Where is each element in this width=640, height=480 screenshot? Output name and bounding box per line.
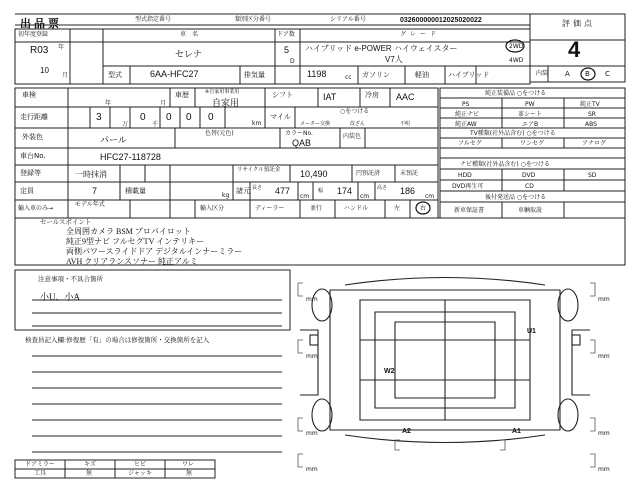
load-unit: kg <box>222 192 230 199</box>
mileage-digit: 0 <box>208 112 214 123</box>
nav-item: DVD再生可 <box>452 183 484 190</box>
model: 6AA-HFC27 <box>150 69 199 79</box>
footer-header: ドアミラー <box>25 461 55 468</box>
first-reg-label: 初年度登録 <box>18 31 49 38</box>
dims-label: 諸元 <box>236 187 250 195</box>
equip-title: 純正装備品 ○をつける <box>485 90 547 97</box>
inspection-label: 車検 <box>22 91 36 99</box>
car-name-label: 車名 <box>180 31 205 38</box>
mm-label: mm <box>598 296 610 303</box>
mm-label: mm <box>306 466 318 473</box>
model-label: 型式 <box>108 71 122 79</box>
meter-exchange: メーター交換 <box>300 121 331 127</box>
sales-line: 全周囲カメラ BSM プロパイロット <box>66 227 191 236</box>
recycle-pending: 未預託 <box>400 170 419 177</box>
door-label: ドア数 <box>277 31 295 38</box>
handle-label: ハンドル <box>344 205 369 212</box>
sheet-title: 出品票 <box>20 18 62 30</box>
load-label: 積載量 <box>125 187 146 195</box>
mileage-digit: 0 <box>166 112 172 123</box>
auth-cert-label: 型式指定番号 <box>135 16 172 23</box>
model-year-label: モデル年式 <box>75 201 105 208</box>
seats-label: 定員 <box>20 187 34 195</box>
mileage-digit: 3 <box>96 112 102 123</box>
width: 174 <box>337 186 353 196</box>
rating-label: 評価点 <box>562 19 595 28</box>
length-unit: cm <box>300 193 310 200</box>
car-name: セレナ <box>175 49 203 59</box>
inspector-title: 検査員記入欄:修復歴「有」の場合は修復箇所・交換箇所を記入 <box>25 336 210 344</box>
mm-label: mm <box>306 430 318 437</box>
first-reg-month: 10 <box>40 66 49 75</box>
sales-line: 両側パワースライドドア デジタルインナーミラー <box>66 247 243 256</box>
footer-value: 無 <box>186 470 193 477</box>
nav-item: SD <box>588 172 597 179</box>
equip-item: PW <box>525 101 535 108</box>
serial-number: 032600000012025020022 <box>400 17 482 24</box>
post-item: 新車保証書 <box>454 207 485 214</box>
equip-item: 純正AW <box>455 121 477 128</box>
handle-right: 右 <box>420 205 427 212</box>
color-no-label: カラーNo. <box>285 130 313 137</box>
mm-label: mm <box>306 296 318 303</box>
footer-header: ワレ <box>182 461 195 468</box>
post-item: 車輌取説 <box>518 207 543 214</box>
import-label: 輸入車のみ→ <box>18 205 54 212</box>
displacement: 1198 <box>307 69 327 79</box>
equip-item: エアB <box>522 121 539 128</box>
mileage-sen: 千 <box>152 121 159 128</box>
tv-item: ワンセグ <box>520 140 545 147</box>
height-unit: cm <box>425 193 435 200</box>
damage-mark-a1: A1 <box>512 428 521 435</box>
height-label: 高さ <box>377 185 388 191</box>
meter-note: ○をつける <box>340 108 370 115</box>
parallel: 並行 <box>310 205 323 212</box>
post-title: 後付発送品 ○をつける <box>485 194 547 201</box>
height: 186 <box>400 186 416 196</box>
color-change-label: 色替(元色) <box>205 130 234 137</box>
length-label: 長さ <box>252 185 263 191</box>
notes-title: 注意事項・不具合箇所 <box>38 275 103 283</box>
nav-item: CD <box>525 183 534 190</box>
chassis-label: 車台No. <box>20 152 46 160</box>
sales-line: 純正9型ナビ フルセグTV インテリキー <box>66 237 205 246</box>
mm-label: mm <box>598 466 610 473</box>
length: 477 <box>275 186 291 196</box>
footer-header: キズ <box>84 461 96 468</box>
color-no: QAB <box>292 138 312 148</box>
year-suffix: 年 <box>58 44 65 51</box>
notes-text: 小U、小A <box>40 292 80 302</box>
nav-item: DVD <box>522 172 536 179</box>
footer-value: ジャッキ <box>128 470 152 477</box>
drive-4wd: 4WD <box>509 57 524 64</box>
mileage-unit: km <box>252 120 262 127</box>
width-unit: cm <box>360 193 370 200</box>
color-label: 外装色 <box>22 133 43 141</box>
door-suffix: D <box>290 58 295 65</box>
interior-label: 内装 <box>536 70 549 77</box>
rating-value: 4 <box>568 37 581 62</box>
doors: 5 <box>284 45 290 55</box>
shift-value: IAT <box>323 92 337 102</box>
width-label: 幅 <box>318 188 324 194</box>
meter-unknown: 不明 <box>400 121 411 127</box>
reg-type: 一時抹消 <box>75 170 107 179</box>
class-label: 類別区分番号 <box>235 16 272 23</box>
interior-b: B <box>585 70 590 78</box>
mileage-man: 万 <box>122 121 129 128</box>
grade-line1: ハイブリッド e-POWER ハイウェイスター <box>305 44 458 53</box>
footer-header: ヒビ <box>134 461 147 468</box>
tv-type-title: TV種類(社外品含む) ○をつける <box>470 130 556 137</box>
recycle-value: 10,490 <box>300 169 328 179</box>
tv-item: フルセグ <box>458 140 482 147</box>
damage-mark-w2: W2 <box>384 368 395 375</box>
interior-color-label: 内装色 <box>343 133 362 140</box>
footer-value: 無 <box>86 470 93 477</box>
car-diagram <box>300 278 590 443</box>
equip-item: SR <box>588 111 596 118</box>
sales-line: AVH クリアランスソナー 純正アルミ <box>66 257 198 266</box>
fuel-value: ガソリン <box>362 71 390 79</box>
mm-label: mm <box>598 353 610 360</box>
grade-label: グレード <box>400 31 441 38</box>
plate-value: 自家用 <box>212 98 240 108</box>
nav-item: HDD <box>458 172 472 179</box>
plate-note: ※自家用事業用 <box>205 89 240 95</box>
equip-item: 純正ナビ <box>455 111 480 118</box>
month-suffix: 月 <box>62 72 69 79</box>
mm-label: mm <box>306 353 318 360</box>
first-reg-era: R03 <box>30 45 49 56</box>
tv-item: アナログ <box>582 140 607 147</box>
plate-label: 車歴 <box>175 91 189 99</box>
damage-mark-a2: A2 <box>402 428 411 435</box>
ac-value: AAC <box>396 92 415 102</box>
fuel-light: 軽油 <box>415 71 429 79</box>
drive-2wd: 2WD <box>509 43 524 50</box>
inspection-year: 年 <box>105 100 112 107</box>
serial-label: シリアル番号 <box>330 16 366 23</box>
equip-item: 純正TV <box>580 101 600 108</box>
mileage-digit: 0 <box>186 112 192 123</box>
damage-mark-u1: U1 <box>527 328 536 335</box>
meter-modified: 改ざん <box>350 121 366 127</box>
recycle-label: リサイクル預託金 <box>237 167 281 173</box>
recycle-deposited: 円預託済 <box>356 170 381 177</box>
color-value: パール <box>100 135 127 145</box>
ac-label: 冷房 <box>365 91 379 99</box>
grade-line2: V7人 <box>385 55 403 64</box>
meter-label: マイル <box>270 113 291 121</box>
sales-title: セールスポイント <box>40 218 92 226</box>
mm-label: mm <box>598 430 610 437</box>
mileage-digit: 0 <box>140 112 146 123</box>
interior-a: A <box>565 70 570 78</box>
mileage-label: 走行距離 <box>20 113 48 121</box>
equip-item: 革シート <box>518 111 543 118</box>
equip-item: PS <box>462 101 470 108</box>
nav-type-title: ナビ種類(社外品含む) ○をつける <box>460 161 550 168</box>
footer-value: 工具 <box>34 470 47 477</box>
reg-type-label: 登録等 <box>20 169 41 177</box>
chassis-no: HFC27-118728 <box>100 152 161 162</box>
handle-left: 左 <box>394 205 401 212</box>
inspection-month: 月 <box>160 100 167 107</box>
displacement-unit: cc <box>345 74 352 81</box>
seats: 7 <box>92 186 98 196</box>
fuel-hybrid: ハイブリッド <box>448 71 490 79</box>
displacement-label: 排気量 <box>244 71 265 79</box>
import-type-label: 輸入区分 <box>200 205 225 212</box>
shift-label: シフト <box>272 91 293 99</box>
dealer: ディーラー <box>255 205 285 212</box>
equip-item: ABS <box>585 121 597 128</box>
interior-c: C <box>605 70 610 78</box>
